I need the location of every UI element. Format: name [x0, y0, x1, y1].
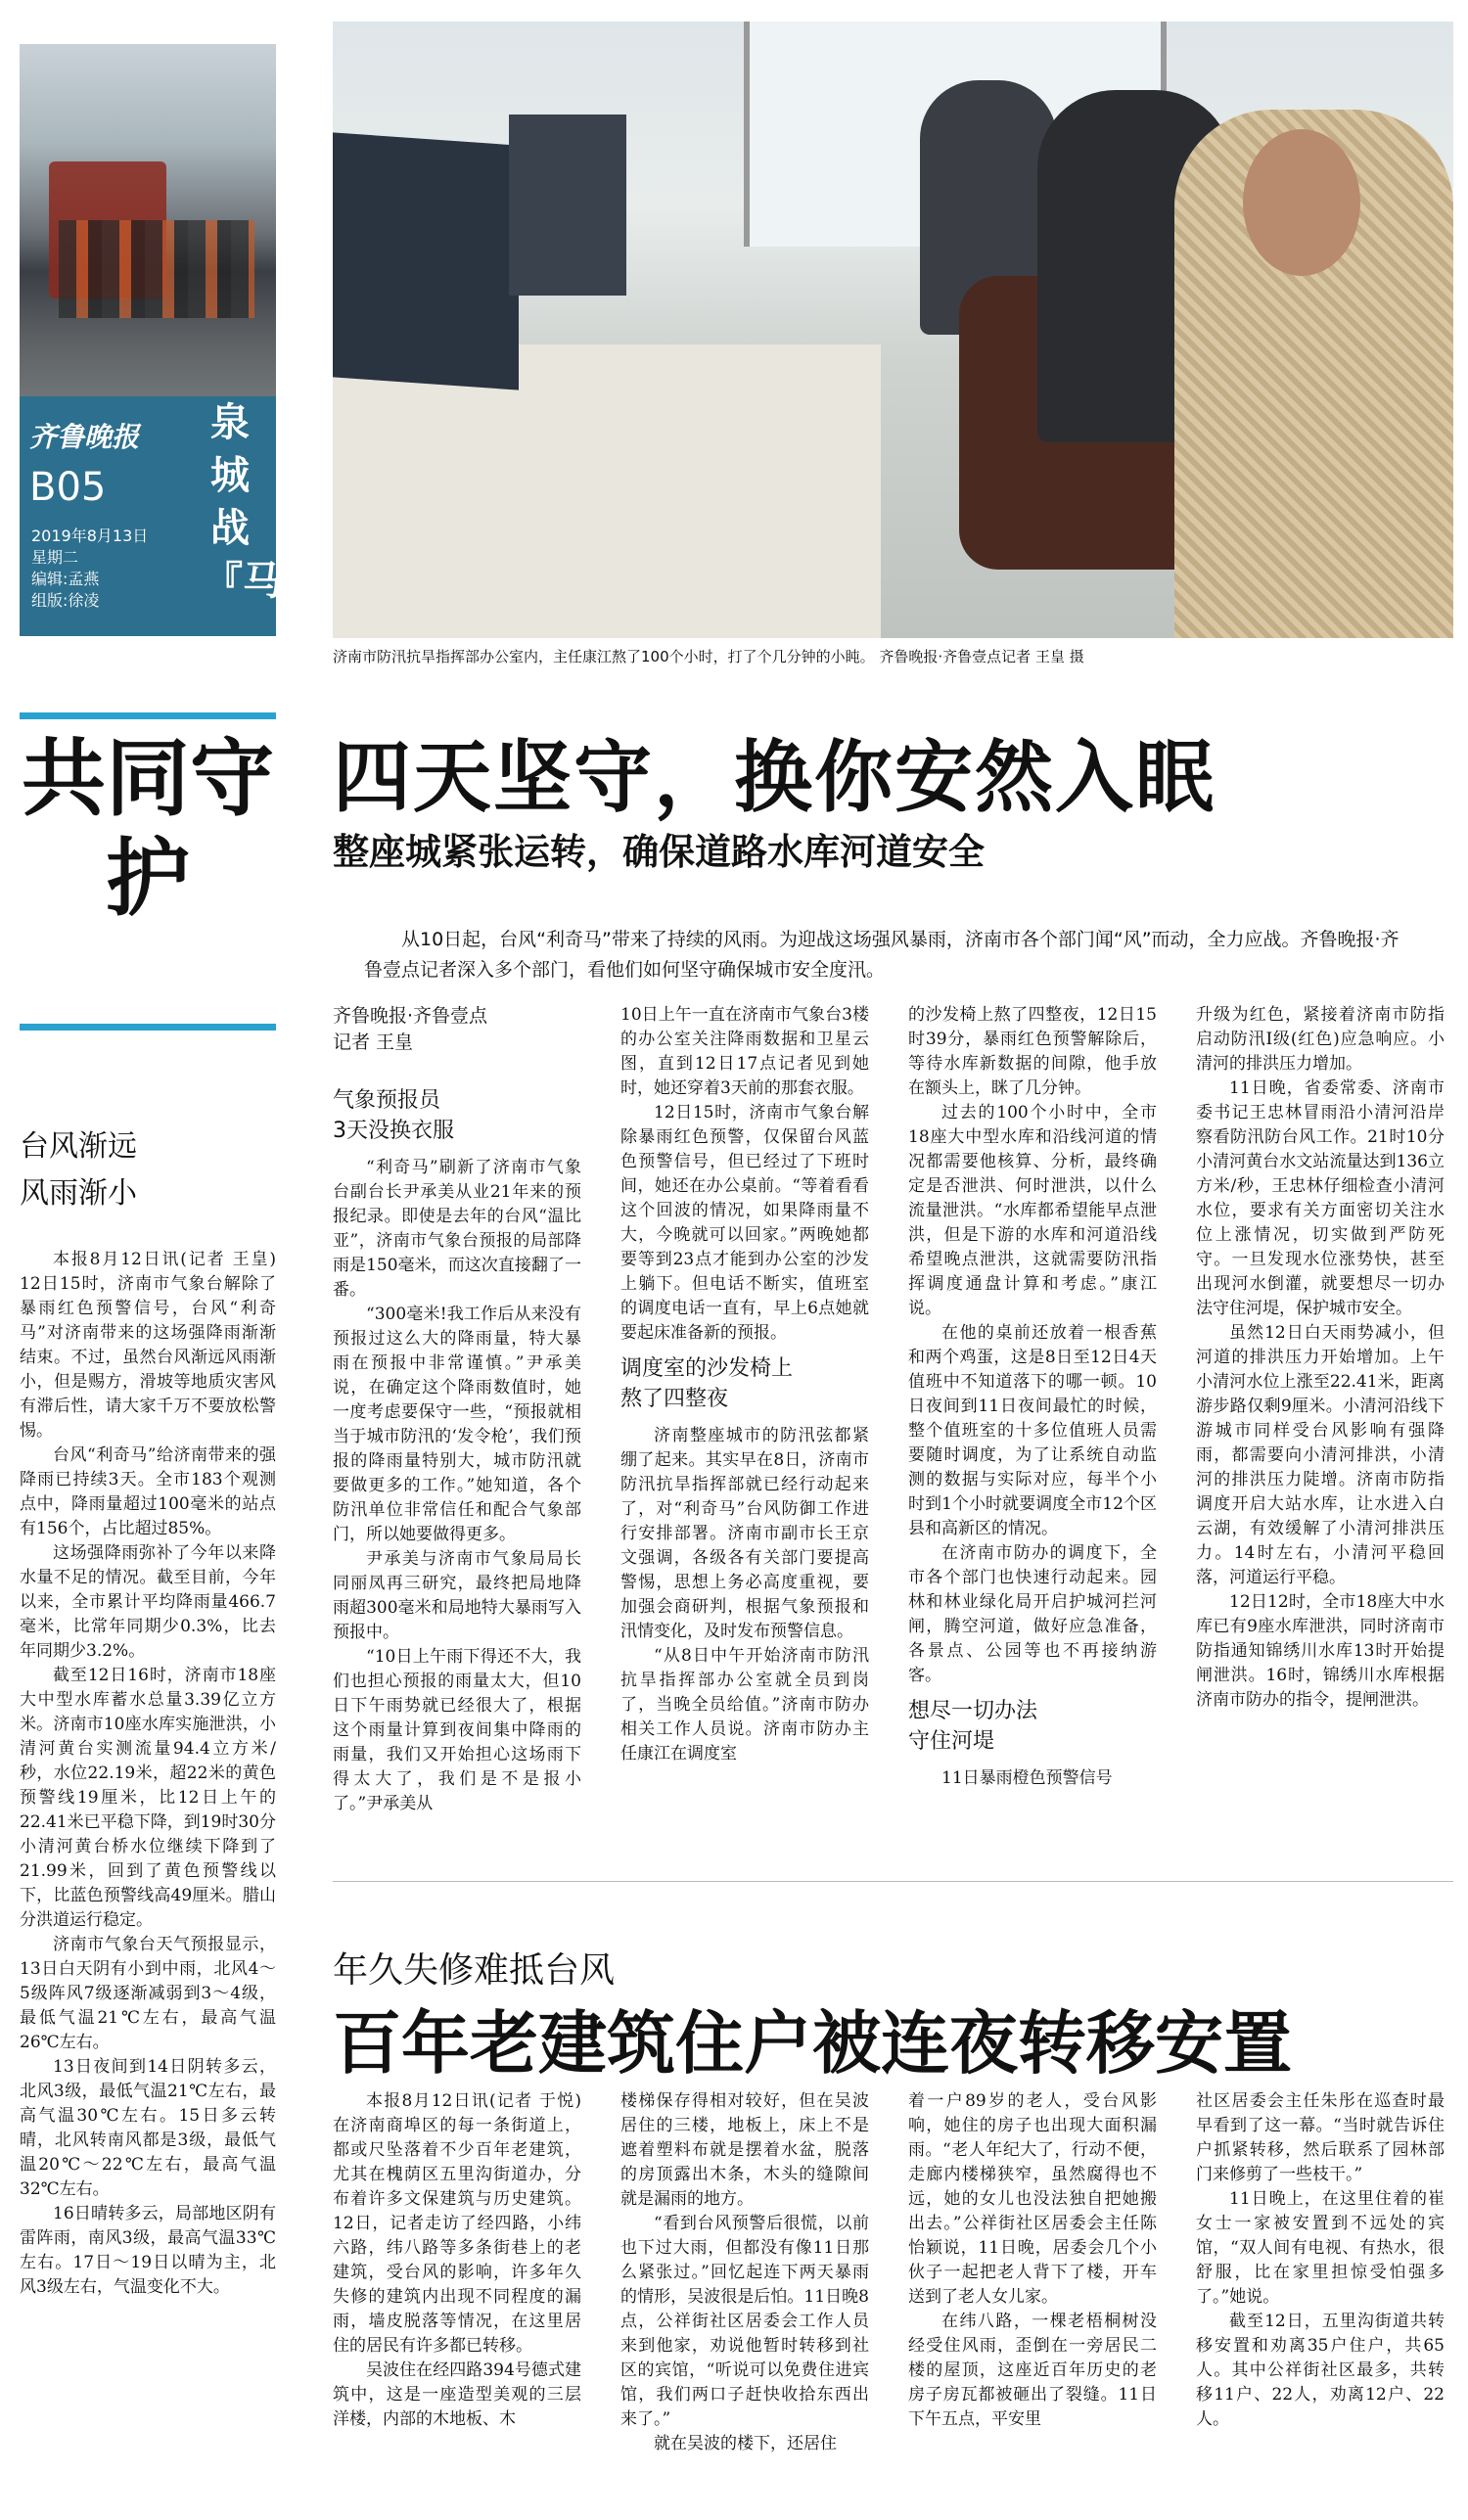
story-paragraph: 11日暴雨橙色预警信号 — [941, 1768, 1113, 1788]
layout-credit: 组版:徐凌 — [31, 591, 100, 610]
story-paragraph: 济南整座城市的防汛弦都紧绷了起来。其实早在8日，济南市防汛抗旱指挥部就已经行动起来了，对“利奇马”台风防御工作进行安排部署。济南市副市长王京文强调，各级各有关部门要提高警惕，思想上务必高度重视，要加强会商研判，根据气象预报和汛情变化，及时发布预警信息。 — [620, 1426, 869, 1641]
sidebar-paragraph: 本报8月12日讯(记者 王皇) 12日15时，济南市气象台解除了暴雨红色预警信号，台风“利奇马”对济南带来的这场强降雨渐渐结束。不过，虽然台风渐远风雨渐小，但是赐方，滑坡等地质灾害风有滞后性，请大家千万不要放松警惕。 — [20, 1250, 276, 1441]
editor-credit: 编辑:孟燕 — [31, 570, 100, 588]
story-column-4 — [1196, 1003, 1445, 1713]
story-paragraph: 在他的桌前还放着一根香蕉和两个鸡蛋，这是8日至12日4天值班中不知道落下的哪一顿。10日夜间到11日夜间最忙的时候，整个值班室的十多位值班人员需要随时调度，为了让系统自动监测的数据与实际对应，每半个小时到1个小时就要调度全市12个区县和高新区的情况。 — [908, 1323, 1157, 1538]
story-paragraph: 12日15时，济南市气象台解除暴雨红色预警，仅保留台风蓝色预警信号，但已经过了下班时间，她还在办公桌前。“等着看看这个回波的情况，如果降雨量不大，今晚就可以回家。”两晚她都要等到23点才能到办公室的沙发上躺下。但电话不断实，值班室的调度电话一直有，早上6点她就要起床准备新的预报。 — [620, 1103, 869, 1343]
main-lede: 从10日起，台风“利奇马”带来了持续的风雨。为迎战这场强风暴雨，济南市各个部门闻“风”而动，全力应战。齐鲁晚报·齐鲁壹点记者深入多个部门，看他们如何坚守确保城市安全度汛。 — [364, 929, 1399, 981]
column-title: 共同守护 — [22, 730, 274, 928]
story-paragraph: “10日上午雨下得还不大，我们也担心预报的雨量太大，但10日下午雨势就已经很大了，根据这个雨量计算到夜间集中降雨的雨量，我们又开始担心这场雨下得太大了，我们是不是报小了。”尹承美从 — [333, 1647, 581, 1813]
story-paragraph: 的沙发椅上熬了四整夜，12日15时39分，暴雨红色预警解除后，等待水库新数据的间隙，他手放在额头上，眯了几分钟。 — [908, 1005, 1157, 1098]
story-paragraph: “看到台风预警后很慌，以前也下过大雨，但都没有像11日那么紧张过。”回忆起连下两天暴雨的情形，吴波很是后怕。11日晚8点，公祥街社区居委会工作人员来到他家，劝说他暂时转移到社区的宾馆，“听说可以免费住进宾馆，我们两口子赶快收拾东西出来了。” — [620, 2214, 869, 2429]
story-paragraph: 12日12时，全市18座大中水库已有9座水库泄洪，同时济南市防指通知锦绣川水库13时开始提闸泄洪。16时，锦绣川水库根据济南市防办的指令，提闸泄洪。 — [1196, 1592, 1445, 1710]
control-room-photo — [333, 22, 1453, 638]
story-paragraph: “利奇马”刷新了济南市气象台副台长尹承美从业21年来的预报纪录。即使是去年的台风“温比亚”，济南市气象台预报的局部降雨是150毫米，而这次直接翻了一番。 — [333, 1158, 581, 1300]
section-title: 泉城战『马』 — [204, 399, 321, 604]
story-paragraph: “300毫米!我工作后从来没有预报过这么大的降雨量，特大暴雨在预报中非常谨慎。”尹承美说，在确定这个降雨数值时，她一度考虑要保守一些，“预报就相当于城市防汛的‘发令枪’，我们预报的降雨量特别大，城市防汛就要做更多的工作。”她知道，各个防汛单位非常信任和配合气象部门，所以她要做得更多。 — [333, 1305, 581, 1544]
sidebar-paragraph: 台风“利奇马”给济南带来的强降雨已持续3天。全市183个观测点中，降雨量超过100毫米的站点有156个，占比超过85%。 — [20, 1445, 276, 1538]
story-paragraph: 在纬八路，一棵老梧桐树没经受住风雨，歪倒在一旁居民二楼的屋顶，这座近百年历史的老房子房瓦都被砸出了裂缝。11日下午五点，平安里 — [908, 2312, 1157, 2429]
byline: 齐鲁晚报·齐鲁壹点 记者 王皇 — [333, 1005, 488, 1053]
second-headline: 百年老建筑住户被连夜转移安置 — [333, 2003, 1292, 2084]
head-shape — [1243, 129, 1360, 276]
story-column-3 — [908, 1003, 1157, 1791]
story-paragraph: 过去的100个小时中，全市18座大中型水库和沿线河道的情况都需要他核算、分析，最终确定是否泄洪、何时泄洪，以什么流量泄洪。“水库都希望能早点泄洪，但是下游的水库和河道沿线希望晚点泄洪，这就需要防汛指挥调度通盘计算和考虑。”康江说。 — [908, 1103, 1157, 1318]
second-column-3 — [908, 2089, 1157, 2432]
second-kicker: 年久失修难抵台风 — [333, 1950, 616, 1991]
masthead-meta — [31, 526, 148, 612]
main-subhead: 整座城紧张运转，确保道路水库河道安全 — [333, 831, 985, 873]
story-paragraph: 就在吴波的楼下，还居住 — [654, 2434, 837, 2453]
masthead-panel — [20, 396, 321, 636]
second-column-2 — [620, 2089, 869, 2456]
desk-shape — [333, 344, 881, 638]
sidebar-paragraph: 13日夜间到14日阴转多云，北风3级，最低气温21℃左右，最高气温30℃左右。15日多云转晴，北风转南风都是3级，最低气温20℃～22℃左右，最高气温32℃左右。 — [20, 2057, 276, 2199]
story-paragraph: 尹承美与济南市气象局局长同丽凤再三研究，最终把局地降雨超300毫米和局地特大暴雨写入预报中。 — [333, 1549, 581, 1642]
sidebar-body — [20, 1248, 276, 2300]
story-paragraph: 10日上午一直在济南市气象台3楼的办公室关注降雨数据和卫星云图，直到12日17点记者见到她时，她还穿着3天前的那套衣服。 — [620, 1005, 869, 1098]
page-number: B05 — [29, 465, 107, 510]
column-rule-bottom — [20, 1024, 276, 1031]
sidebar-paragraph: 济南市气象台天气预报显示，13日白天阴有小到中雨，北风4～5级阵风7级逐渐减弱到3～4级，最低气温21℃左右，最高气温26℃左右。 — [20, 1935, 276, 2052]
story-column-1 — [333, 1003, 581, 1816]
story-paragraph: 11日晚上，在这里住着的崔女士一家被安置到不远处的宾馆，“双人间有电视、有热水，很舒服，比在家里担惊受怕强多了。”她说。 — [1196, 2189, 1445, 2307]
story-paragraph: 社区居委会主任朱彤在巡查时最早看到了这一幕。“当时就告诉住户抓紧转移，然后联系了园林部门来修剪了一些枝干。” — [1196, 2091, 1445, 2184]
second-column-1 — [333, 2089, 581, 2432]
sidebar-paragraph: 这场强降雨弥补了今年以来降水量不足的情况。截至目前，今年以来，全市累计平均降雨量466.7毫米，比常年同期少0.3%，比去年同期少3.2%。 — [20, 1543, 276, 1661]
photo-caption: 济南市防汛抗旱指挥部办公室内，主任康江熬了100个小时，打了个几分钟的小盹。 齐鲁晚报·齐鲁壹点记者 王皇 摄 — [333, 648, 1084, 665]
story-paragraph: 吴波住在经四路394号德式建筑中，这是一座造型美观的三层洋楼，内部的木地板、木 — [333, 2360, 581, 2429]
story-paragraph: 升级为红色，紧接着济南市防指启动防汛Ⅰ级(红色)应急响应。小清河的排洪压力增加。 — [1196, 1005, 1445, 1074]
section-subhead: 气象预报员 3天没换衣服 — [333, 1088, 454, 1143]
second-column-4 — [1196, 2089, 1445, 2432]
main-headline: 四天坚守，换你安然入眠 — [333, 732, 1216, 823]
story-column-2 — [620, 1003, 869, 1766]
paper-name: 齐鲁晚报 — [29, 421, 140, 453]
story-paragraph: 着一户89岁的老人，受台风影响，她住的房子也出现大面积漏雨。“老人年纪大了，行动不便，走廊内楼梯狭窄，虽然腐得也不远，她的女儿也没法独自把她搬出去。”公祥街社区居委会主任陈怡颖说，11日晚，居委会几个小伙子一起把老人背下了楼，开车送到了老人女儿家。 — [908, 2091, 1157, 2307]
masthead-photo — [20, 44, 276, 435]
story-paragraph: 11日晚，省委常委、济南市委书记王忠林冒雨沿小清河沿岸察看防汛防台风工作。21时10分小清河黄台水文站流量达到136立方米/秒，王忠林仔细检查小清河水位，要求有关方面密切关注水位上涨情况，切实做到严防死守。一旦发现水位涨势快，甚至出现河水倒灌，就要想尽一切办法守住河堤，保护城市安全。 — [1196, 1078, 1445, 1318]
sidebar-paragraph: 16日晴转多云，局部地区阴有雷阵雨，南风3级，最高气温33℃左右。17日～19日以晴为主，北风3级左右，气温变化不大。 — [20, 2204, 276, 2297]
rescuers-shape — [59, 220, 254, 318]
issue-date: 2019年8月13日 — [31, 527, 149, 545]
section-divider — [333, 1881, 1453, 1882]
sidebar-paragraph: 截至12日16时，济南市18座大中型水库蓄水总量3.39亿立方米。济南市10座水库实施泄洪，小清河黄台实测流量94.4立方米/秒，水位22.19米，超22米的黄色预警线19厘米，比12日上午的22.41米已平稳下降，到19时30分小清河黄台桥水位继续下降到了21.99米，回到了黄色预警线以下，比蓝色预警线高49厘米。腊山分洪道运行稳定。 — [20, 1666, 276, 1930]
story-paragraph: 截至12日，五里沟街道共转移安置和劝离35户住户，共65人。其中公祥街社区最多，共转移11户、22人，劝离12户、22人。 — [1196, 2312, 1445, 2429]
section-subhead: 想尽一切办法 守住河堤 — [908, 1699, 1038, 1754]
monitor-shape — [333, 132, 519, 389]
story-paragraph: 楼梯保存得相对较好，但在吴波居住的三楼，地板上，床上不是遮着塑料布就是摆着水盆，脱落的房顶露出木条，木头的缝隙间就是漏雨的地方。 — [620, 2091, 869, 2209]
story-paragraph: “从8日中午开始济南市防汛抗旱指挥部办公室就全员到岗了，当晚全员给值。”济南市防办相关工作人员说。济南市防办主任康江在调度室 — [620, 1646, 869, 1764]
issue-weekday: 星期二 — [31, 548, 79, 567]
sidebar-subtitle: 台风渐远 风雨渐小 — [20, 1129, 137, 1211]
story-paragraph: 虽然12日白天雨势减小，但河道的排洪压力开始增加。上午小清河水位上涨至22.41米，距离游步路仅剩9厘米。小清河沿线下游城市同样受台风影响有强降雨，都需要向小清河排洪，小清河的排洪压力陡增。济南市防指调度开启大站水库，让水进入白云湖，有效缓解了小清河排洪压力。14时左右，小清河平稳回落，河道运行平稳。 — [1196, 1323, 1445, 1587]
monitor-shape — [509, 115, 626, 296]
section-subhead: 调度室的沙发椅上 熬了四整夜 — [620, 1356, 794, 1411]
story-paragraph: 在济南市防办的调度下，全市各个部门也快速行动起来。园林和林业绿化局开启护城河拦河闸，腾空河道，做好应急准备，各景点、公园等也不再接纳游客。 — [908, 1543, 1157, 1685]
story-paragraph: 本报8月12日讯(记者 于悦) 在济南商埠区的每一条街道上，都或尺坠落着不少百年老建筑，尤其在槐荫区五里沟街道办，分布着许多文保建筑与历史建筑。12日，记者走访了经四路，小纬六路，纬八路等多条街巷上的老建筑，受台风的影响，许多年久失修的建筑内出现不同程度的漏雨，墙皮脱落等情况，在这里居住的居民有许多都已转移。 — [333, 2091, 581, 2356]
column-rule-top — [20, 712, 276, 719]
